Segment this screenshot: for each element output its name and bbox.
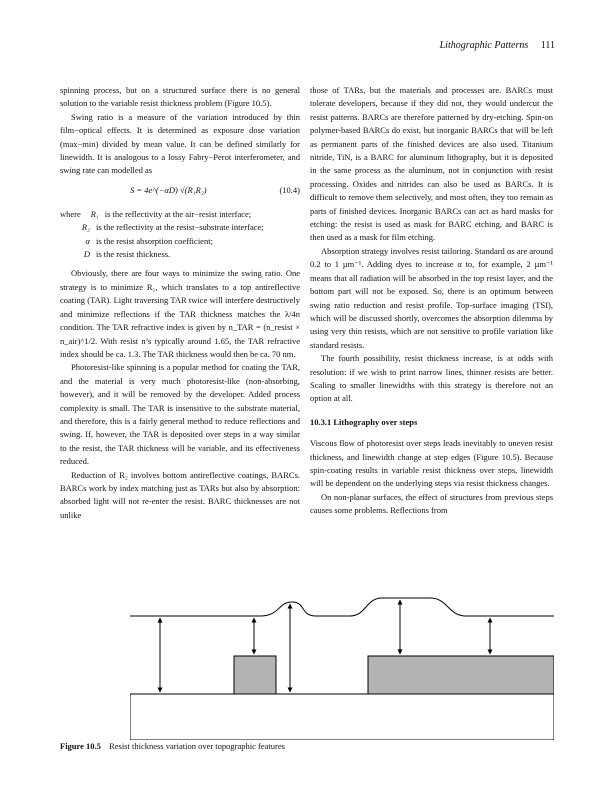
definition-symbol: R₂ [81, 222, 90, 233]
right-paragraph-5: On non-planar surfaces, the effect of structures from previous steps causes some problems. Reflections from [310, 491, 553, 516]
running-title: Lithographic Patterns [439, 40, 529, 51]
definition-symbol: α [85, 235, 90, 246]
topographic-step-small [234, 656, 276, 694]
resist-surface-profile [130, 598, 554, 616]
left-paragraph-5: Reduction of R₂ involves bottom antireflective coatings, BARCs. BARCs work by index matching just as TARs but also by absorption: absorbed light will not re-enter the resist. BARC thicknesses are not unlike [60, 469, 300, 520]
definition-symbol: D [83, 249, 90, 260]
definition-symbol: R₁ [90, 208, 99, 219]
definition-row [60, 221, 300, 234]
figure-label: Figure 10.5 [60, 741, 101, 751]
resist-thickness-figure [130, 572, 554, 740]
right-paragraph-2: Absorption strategy involves resist tailoring. Standard αs are around 0.2 to 1 µm⁻¹. Adding dyes to increase α to, for example, 2 µm⁻¹ means that all radiation will be absorbed in the top resist layer, and the bottom part will not be exposed. So, there is an optimum between swing ratio reduction and resist profile. Top-surface imaging (TSI), which will be discussed shortly, overcomes the absorption dilemma by using very thin resists, which are not sensitive to profile variation like standard resists. [310, 245, 553, 350]
figure-caption-text: Resist thickness variation over topographic features [109, 741, 285, 751]
definition-row [60, 208, 300, 221]
definition-row [60, 248, 300, 261]
left-paragraph-2: Swing ratio is a measure of the variation introduced by thin film−optical effects. It is determined as exposure dose variation (max−min) divided by mean value. It can be defined similarly for linewidth. It is analogous to a lossy Fabry−Perot interferometer, and swing rate can modelled as [60, 111, 300, 176]
equation-body: S = 4e^(−αD) √(R₁R₂) [130, 185, 207, 196]
topographic-step-wide [368, 656, 554, 694]
left-column [60, 84, 300, 522]
left-paragraph-4: Photoresist-like spinning is a popular method for coating the TAR, and the material is very much photoresist-like (non-absorbing, however), and it will be removed by the developer. Added process complexity is small. The TAR is insensitive to the substrate material, and therefore, this is a fairly general method to reduce reflections and swing. If, however, the TAR is deposited over steps in a way similar to the resist, the TAR thickness will be variable, and its effectiveness reduced. [60, 362, 300, 467]
running-header [330, 40, 555, 51]
definition-row [60, 235, 300, 248]
left-paragraph-1: spinning process, but on a structured surface there is no general solution to the variable resist thickness problem (Figure 10.5). [60, 85, 300, 109]
definition-text: is the resist thickness. [96, 249, 171, 260]
symbol-definitions [60, 208, 300, 262]
section-title: 10.3.1 Lithography over steps [310, 416, 418, 427]
right-paragraph-3: The fourth possibility, resist thickness increase, is at odds with resolution: if we wish to print narrow lines, thinner resists are better. Scaling to smaller linewidths with this strategy is therefore not an option at all. [310, 353, 553, 404]
equation-number: (10.4) [279, 185, 300, 196]
equation-10-4 [60, 178, 300, 204]
figure-caption [60, 741, 285, 751]
right-paragraph-4: Viscous flow of photoresist over steps leads inevitably to uneven resist thickness, and linewidth change at step edges (Figure 10.5). Because spin-coating results in variable resist thickness over steps, linewidth will be dependent on the underlying steps via resist thickness changes. [310, 438, 553, 489]
definition-text: is the resist absorption coefficient; [96, 235, 213, 246]
page-number: 111 [540, 40, 555, 51]
where-word: where [60, 208, 81, 219]
left-paragraph-3: Obviously, there are four ways to minimize the swing ratio. One strategy is to minimize R₁, which translates to a top antireflective coating (TAR). Light traversing TAR twice will interfere destructively and minimize reflections if the TAR thickness matches the λ/4n condition. The TAR refractive index is given by n_TAR = (n_resist × n_air)^1/2. With resist n’s typically around 1.65, the TAR refractive index should be ca. 1.3. The TAR thickness would then be ca. 70 nm. [60, 268, 300, 359]
definition-text: is the reflectivity at the air−resist interface; [104, 208, 252, 219]
definition-text: is the reflectivity at the resist−substrate interface; [96, 222, 264, 233]
substrate [130, 694, 554, 740]
right-paragraph-1: those of TARs, but the materials and processes are. BARCs must tolerate developers, because if they did not, they would undercut the resist patterns. BARCs are therefore patterned by dry-etching. Spin-on polymer-based BARCs do exist, but inorganic BARCs that will be left as permanent parts of the finished devices are also used. Titanium nitride, TiN, is a BARC for aluminum lithography, but it is deposited in the same process as the aluminum, not in conjunction with resist processing. Oxides and nitrides can also be used as BARCs. It is difficult to remove them selectively, and most often, they too remain as parts of finished devices. Inorganic BARCs can act as hard masks for etching: the resist is used as mask for BARC etching, and BARC is then used as a mask for film etching. [310, 85, 553, 243]
right-column [310, 84, 553, 518]
